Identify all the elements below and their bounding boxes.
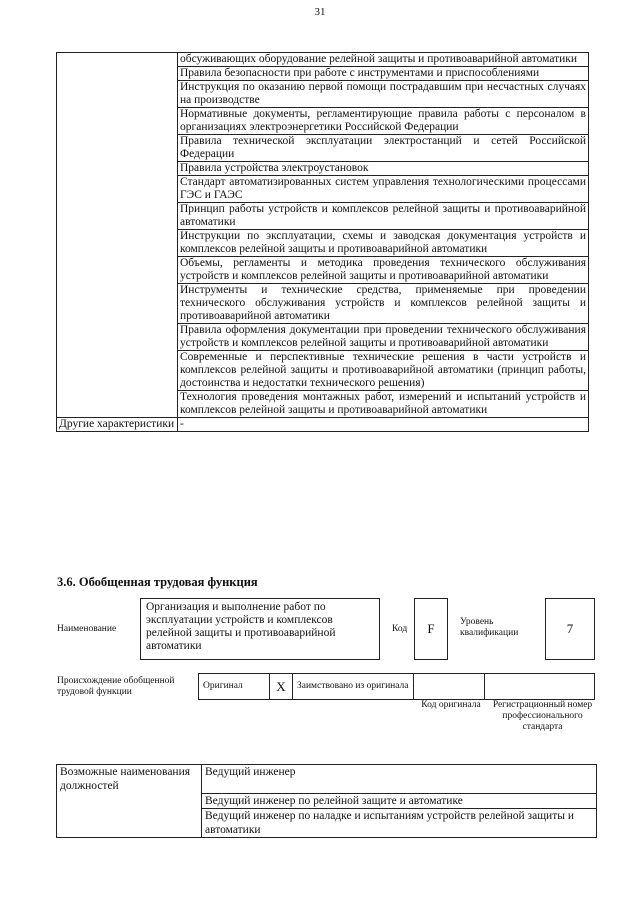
original-code-cell — [414, 674, 485, 700]
positions-table — [56, 764, 597, 838]
origin-table — [198, 673, 595, 700]
registration-number-label: Регистрационный номер профессионального стандарта — [492, 700, 593, 732]
other-characteristics-value: - — [178, 418, 589, 432]
page-number: 31 — [314, 6, 326, 18]
knowledge-item: Правила безопасности при работе с инструментами и приспособлениями — [178, 67, 589, 81]
name-label: Наименование — [57, 624, 117, 634]
knowledge-item: Нормативные документы, регламентирующие правила работы с персоналом в организациях электроэнергетики Российской Федерации — [178, 108, 589, 135]
knowledge-item: Современные и перспективные технические решения в части устройств и комплексов релейной защиты и противоаварийной автоматики (принцип работы, достоинства и недостатки технического решения) — [178, 351, 589, 391]
position-item: Ведущий инженер по релейной защите и автоматике — [202, 793, 597, 808]
knowledge-item: Стандарт автоматизированных систем управления технологическими процессами ГЭС и ГАЭС — [178, 176, 589, 203]
original-code-label: Код оригинала — [421, 700, 481, 710]
original-label: Оригинал — [199, 674, 270, 700]
original-mark: X — [270, 674, 293, 700]
position-item: Ведущий инженер — [202, 765, 597, 794]
knowledge-item: Правила оформления документации при проведении технического обслуживания устройств и комплексов релейной защиты и противоаварийной автоматики — [178, 324, 589, 351]
position-item: Ведущий инженер по наладке и испытаниям устройств релейной защиты и автоматики — [202, 808, 597, 837]
qualification-level-box: 7 — [545, 598, 595, 660]
knowledge-item: Инструменты и технические средства, применяемые при проведении технического обслуживания устройств и комплексов релейной защиты и противоаварийной автоматики — [178, 284, 589, 324]
code-value-box: F — [414, 598, 448, 660]
knowledge-item: Принцип работы устройств и комплексов релейной защиты и противоаварийной автоматики — [178, 203, 589, 230]
code-label: Код — [392, 624, 408, 634]
knowledge-item: Объемы, регламенты и методика проведения технического обслуживания устройств и комплексов релейной защиты и противоаварийной автоматики — [178, 257, 589, 284]
knowledge-item: Правила устройства электроустановок — [178, 162, 589, 176]
positions-label: Возможные наименования должностей — [57, 765, 202, 794]
function-name-box: Организация и выполнение работ по эксплуатации устройств и комплексов релейной защиты и противоаварийной автоматики — [140, 598, 380, 660]
knowledge-item: Правила технической эксплуатации электростанций и сетей Российской Федерации — [178, 135, 589, 162]
knowledge-item: обсуживающих оборудование релейной защиты и противоаварийной автоматики — [178, 53, 589, 67]
knowledge-table — [56, 52, 589, 432]
section-title: 3.6. Обобщенная трудовая функция — [57, 575, 258, 589]
registration-number-cell — [485, 674, 595, 700]
knowledge-item: Технология проведения монтажных работ, измерений и испытаний устройств и комплексов релейной защиты и противоаварийной автоматики — [178, 391, 589, 418]
knowledge-item: Инструкция по оказанию первой помощи пострадавшим при несчастных случаях на производстве — [178, 81, 589, 108]
borrowed-label: Заимствовано из оригинала — [293, 674, 414, 700]
knowledge-item: Инструкции по эксплуатации, схемы и заводская документация устройств и комплексов релейной защиты и противоаварийной автоматики — [178, 230, 589, 257]
origin-label: Происхождение обобщенной трудовой функции — [57, 676, 175, 697]
qualification-level-label: Уровень квалификации — [460, 617, 519, 638]
other-characteristics-label: Другие характеристики — [57, 418, 178, 432]
